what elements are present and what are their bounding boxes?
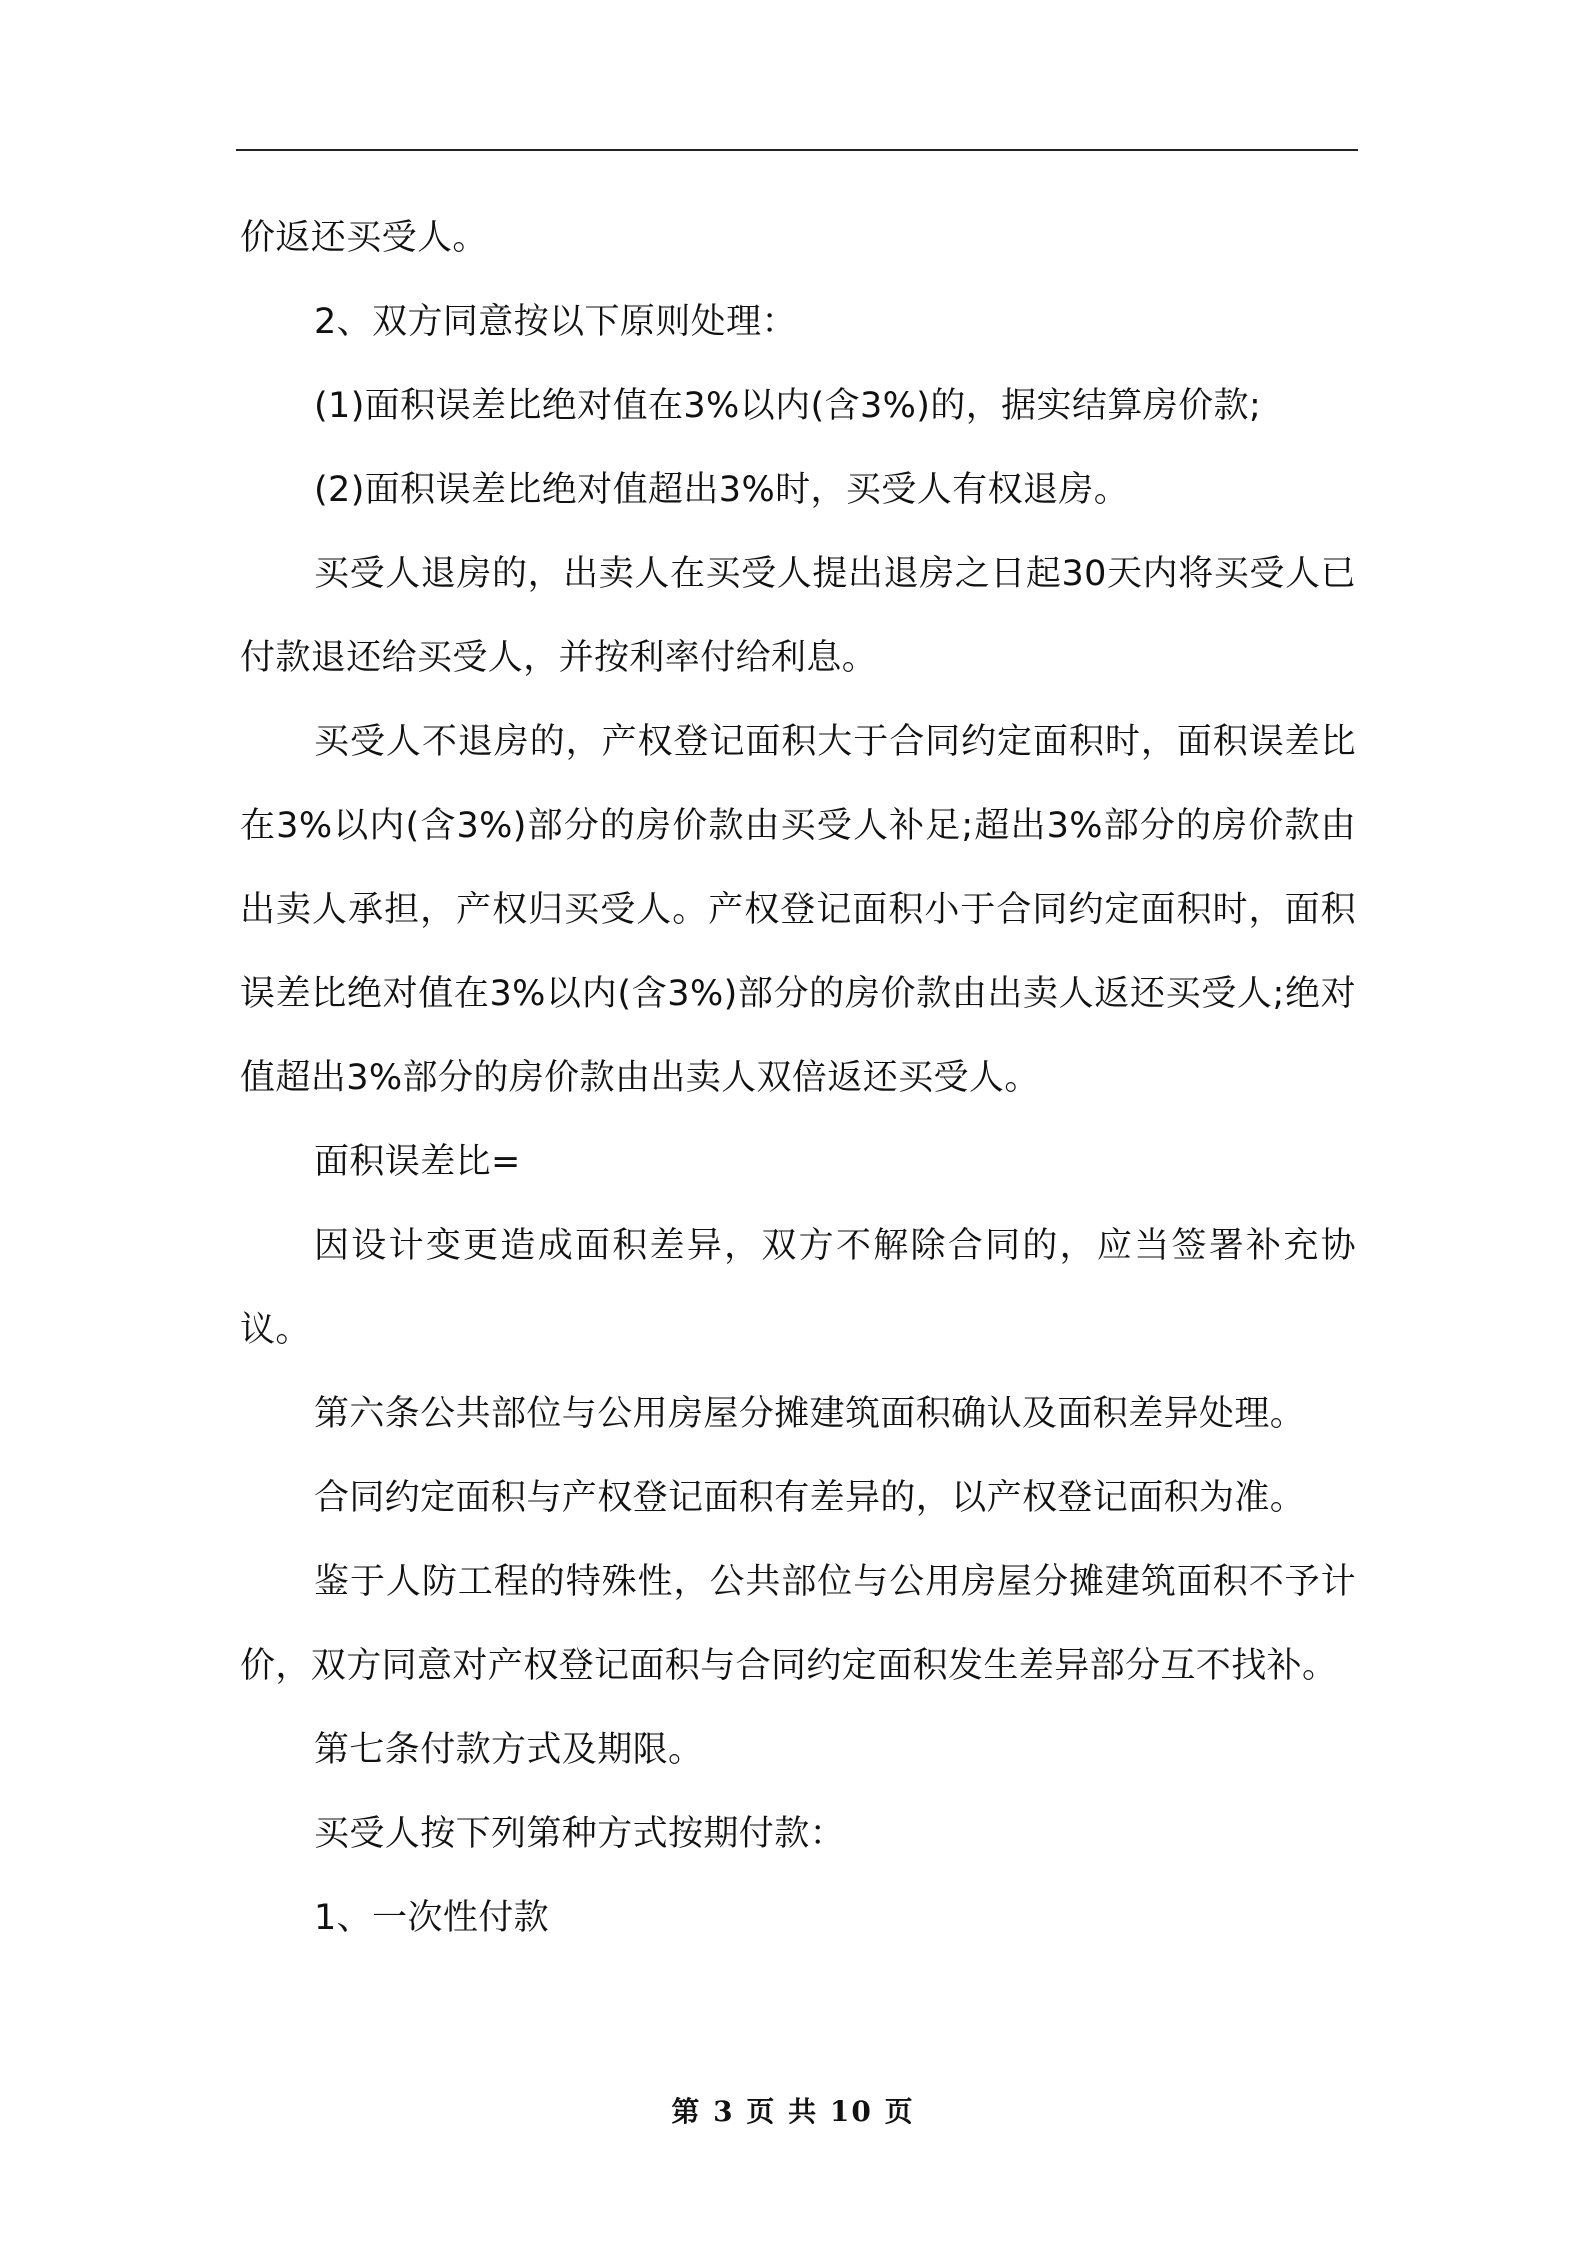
paragraph-14: 1、一次性付款 (314, 1898, 550, 1938)
paragraph-7: 面积误差比= (314, 1142, 521, 1182)
page-number-label: 第 3 页 共 10 页 (671, 2095, 915, 2128)
paragraph-4: (2)面积误差比绝对值超出3%时，买受人有权退房。 (314, 470, 1130, 510)
document-body (240, 196, 1356, 1960)
paragraph-9: 第六条公共部位与公用房屋分摊建筑面积确认及面积差异处理。 (314, 1394, 1306, 1434)
paragraph-8: 因设计变更造成面积差异，双方不解除合同的，应当签署补充协议。 (240, 1226, 1356, 1350)
paragraph-2: 2、双方同意按以下原则处理： (314, 302, 797, 342)
header-rule (236, 149, 1358, 151)
paragraph-13: 买受人按下列第种方式按期付款： (314, 1814, 846, 1854)
page-footer (0, 2090, 1586, 2130)
paragraph-1: 价返还买受人。 (240, 218, 488, 258)
paragraph-10: 合同约定面积与产权登记面积有差异的，以产权登记面积为准。 (314, 1478, 1306, 1518)
paragraph-12: 第七条付款方式及期限。 (314, 1730, 704, 1770)
paragraph-3: (1)面积误差比绝对值在3%以内(含3%)的，据实结算房价款; (314, 386, 1262, 426)
paragraph-11: 鉴于人防工程的特殊性，公共部位与公用房屋分摊建筑面积不予计价，双方同意对产权登记面积与合同约定面积发生差异部分互不找补。 (240, 1562, 1356, 1686)
paragraph-6: 买受人不退房的，产权登记面积大于合同约定面积时，面积误差比在3%以内(含3%)部分的房价款由买受人补足;超出3%部分的房价款由出卖人承担，产权归买受人。产权登记面积小于合同约定面积时，面积误差比绝对值在3%以内(含3%)部分的房价款由出卖人返还买受人;绝对值超出3%部分的房价款由出卖人双倍返还买受人。 (240, 722, 1356, 1098)
paragraph-5: 买受人退房的，出卖人在买受人提出退房之日起30天内将买受人已付款退还给买受人，并按利率付给利息。 (240, 554, 1356, 678)
